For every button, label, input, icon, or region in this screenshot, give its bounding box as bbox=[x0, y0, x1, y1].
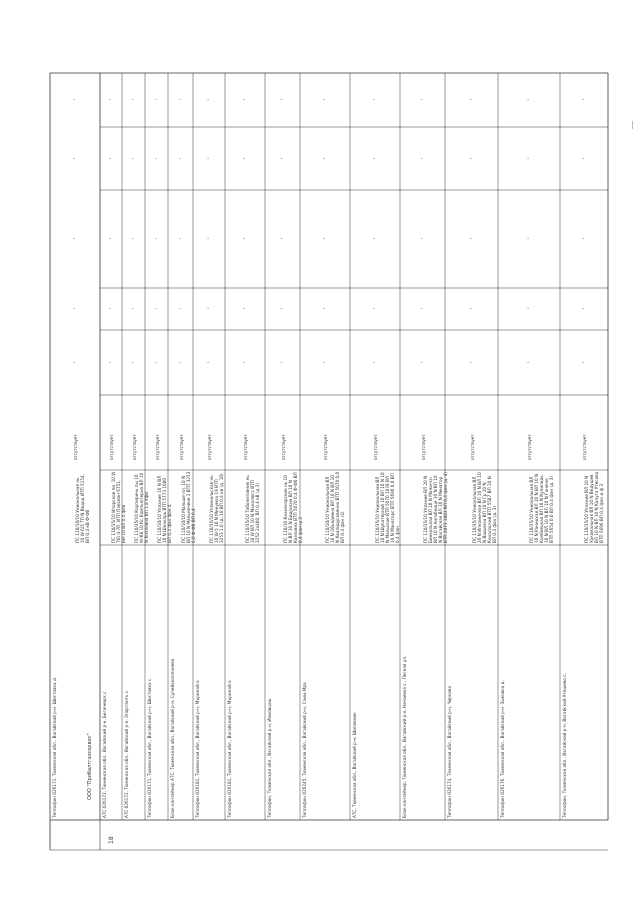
empty-cell: - bbox=[207, 154, 210, 162]
empty-cell: - bbox=[373, 154, 376, 162]
empty-cell: - bbox=[109, 154, 112, 162]
line-cell: ПС 110/10 Кнакенэрские нь 10 N ВЛ 10 N Бидросин ВЛ 10 N Квэловна ВТП 5070 0,4 Ф-Ф0 ВЛ 0,4 фон ш 2 bbox=[282, 472, 303, 543]
empty-cell: - bbox=[109, 235, 112, 242]
empty-cell: - bbox=[131, 154, 134, 162]
empty-cell: - bbox=[109, 96, 112, 103]
empty-cell: - bbox=[373, 305, 376, 312]
location-cell: АТС 026172, Тюменская обл., Вагайский р-н, Эпортанть с. bbox=[124, 689, 129, 818]
empty-cell: - bbox=[469, 154, 472, 162]
empty-cell: - bbox=[280, 235, 283, 242]
empty-cell: - bbox=[207, 358, 210, 366]
empty-cell: - bbox=[323, 235, 326, 242]
empty-cell: - bbox=[373, 358, 376, 366]
empty-cell: - bbox=[131, 358, 134, 366]
empty-cell: - bbox=[582, 305, 585, 312]
empty-cell: - bbox=[178, 235, 181, 242]
status-cell: отсутствует bbox=[373, 434, 378, 460]
empty-cell: - bbox=[323, 96, 326, 103]
status-cell: отсутствует bbox=[323, 434, 328, 460]
empty-cell: - bbox=[73, 358, 76, 366]
line-cell: ПС 110/35/10 Ипорское пе. 10 W ТЮ 4-7П, ИТП Плесион 6751, БН-10 ВЛ 0.4 фон bbox=[111, 471, 126, 543]
organization-name: ООО "Прибалтгазсервис" bbox=[87, 733, 93, 800]
empty-cell: - bbox=[131, 235, 134, 242]
location-cell: Теплофон 026181, Тюменская обл., Вагайский р-н, Мъринай о bbox=[227, 680, 232, 818]
location-cell: Теплофон 026176, Тюменская обл., Вагайский р-н, Зыковка д. bbox=[500, 680, 505, 818]
empty-cell: - bbox=[373, 96, 376, 103]
empty-cell: - bbox=[243, 305, 246, 312]
empty-cell: - bbox=[243, 358, 246, 366]
empty-cell: - bbox=[154, 96, 157, 103]
empty-cell: - bbox=[109, 305, 112, 312]
empty-cell: - bbox=[527, 305, 530, 312]
status-cell: отсутствует bbox=[420, 434, 426, 460]
empty-cell: - bbox=[154, 235, 157, 242]
empty-cell: - bbox=[527, 154, 530, 162]
line-cell: ПС 110/10/10 Уплание 10 N ВЛ 10 N Шнакарь ВТП 5773 1080 ВЛ 0,4 фон фон 4 bbox=[156, 475, 172, 543]
empty-cell: - bbox=[582, 154, 585, 162]
line-cell: ПС 110/35/10 Униональная ВЛ 10 N Раницкая ВЛ 10 N ВЛ 10 N Колбоецкая ВЛ 10 N Кулипидь 10 N ВЛ 10 N ВЛ 10 N Гонюнк ВТП 5654 0,0 ВЛ 0,4 фон (д. 3) bbox=[529, 473, 554, 543]
empty-cell: - bbox=[73, 96, 76, 103]
status-cell: отсутствует bbox=[527, 434, 532, 460]
empty-cell: - bbox=[131, 96, 134, 103]
line-cell: ПС 110/35/10 Карпиринь пы 10 W-К8 10 Кс Компьютерна ВЛ 10 N Кнэловна ВЛ 1.8 Уфи bbox=[133, 472, 149, 543]
location-cell: Теплофон 026181, Тюменская обл., Вагайский р-н, Мъринай о bbox=[195, 680, 200, 818]
empty-cell: - bbox=[207, 235, 210, 242]
line-cell: ПС 110/35/10 Тоболитовник нь 10 W ВЛ 10 N Маналюсс ВТП 3252 2х400, ВЛ 0,4 кВ (д.3) bbox=[245, 475, 260, 543]
empty-cell: - bbox=[154, 305, 157, 312]
empty-cell: - bbox=[469, 305, 472, 312]
status-cell: отсутствует bbox=[131, 434, 137, 460]
empty-cell: - bbox=[73, 235, 76, 242]
empty-cell: - bbox=[109, 358, 112, 366]
empty-cell: - bbox=[280, 305, 283, 312]
status-cell: отсутствует bbox=[178, 434, 184, 460]
status-cell: отсутствует bbox=[582, 434, 587, 460]
empty-cell: - bbox=[420, 96, 423, 103]
empty-cell: - bbox=[178, 96, 181, 103]
empty-cell: - bbox=[420, 358, 423, 366]
line-cell: ПС 110/35/10 Уплание ВЛ 20 N Бинкольная ВЛ 10 N Мажи-кн ВЛ 10 N Ангибнице 10 N ВЛ 10 N Вагайская ВЛ 10 N Менатор ВТП 2073 1083 ВЛ 0,4 фон (д. 4) bbox=[422, 472, 448, 543]
empty-cell: - bbox=[131, 305, 134, 312]
empty-cell: - bbox=[73, 154, 76, 162]
line-cell: ПС 110/10/10 Униональная нь 10 W-6/5 ТП N Ведод ИТП 5154, ВЛ 0,4 кВ Ф-Ф0 bbox=[75, 473, 90, 543]
location-cell: Теплофон 026245, Тюменская обл., Вагайский р-н, Сэмы-Мра bbox=[302, 682, 307, 818]
empty-cell: - bbox=[373, 235, 376, 242]
empty-cell: - bbox=[420, 235, 423, 242]
page-edge-mark: | bbox=[631, 120, 634, 129]
empty-cell: - bbox=[207, 96, 210, 103]
empty-cell: - bbox=[420, 305, 423, 312]
location-cell: АТС 026172, Тюменская обл., Вагайский р-н, Бегичевск с bbox=[102, 691, 107, 818]
location-cell: Блок-контейнер АТС, Тюменская обл., Вагайский р-н, Супейакоппанева bbox=[170, 658, 175, 818]
line-cell: ПС 110/35/10 Уллинальская нь 10 W-5 10 N Минумоа 19 ВТП 3253 1.0 (д. 10 ВЛ 0,4 кв (д. 10) bbox=[209, 473, 224, 543]
empty-cell: - bbox=[469, 358, 472, 366]
empty-cell: - bbox=[323, 358, 326, 366]
status-cell: отсутствует bbox=[469, 434, 475, 460]
empty-cell: - bbox=[280, 96, 283, 103]
empty-cell: - bbox=[527, 96, 530, 103]
empty-cell: - bbox=[154, 358, 157, 366]
line-cell: ПС 110/10/10 Мальше пл. 10 N ВЛ 10 N Мальнечене 2 ВТП 3253 0,0 Ф-Ф0 ВЛ 0,4 bbox=[180, 471, 196, 543]
status-cell: отсутствует bbox=[243, 434, 248, 460]
empty-cell: - bbox=[582, 235, 585, 242]
status-cell: отсутствует bbox=[109, 434, 114, 460]
empty-cell: - bbox=[73, 305, 76, 312]
location-cell: Теплофон, Тюменская обл., Вагайский р-н, Вагайский Утешево с. bbox=[562, 673, 567, 818]
line-cell: ПС 110/35/10 Уплание ВЛ 10 N Уркомальная ВЛ 10 N Ведушев ВЛ 10 N ВЛ 10 N Калуга Утесова ВТП 5696 ВЛ 0,4 фон и ф 3 bbox=[584, 471, 604, 543]
empty-cell: - bbox=[178, 358, 181, 366]
empty-cell: - bbox=[280, 154, 283, 162]
status-cell: отсутствует bbox=[280, 434, 286, 460]
empty-cell: - bbox=[207, 305, 210, 312]
empty-cell: - bbox=[420, 154, 423, 162]
empty-cell: - bbox=[582, 96, 585, 103]
status-cell: отсутствует bbox=[154, 434, 160, 460]
location-cell: Блок-контейнер, Тюменская обл., Вагайский р-н, Нечаевка с., Лесная ул. bbox=[402, 655, 407, 818]
empty-cell: - bbox=[243, 154, 246, 162]
location-cell: Теплофон 026171, Тюменская обл., Вагайский р-н, Шестовка д. bbox=[52, 676, 57, 818]
location-cell: Теплофон 026171, Тюменская обл., Вагайский р-н, Шестовка с. bbox=[147, 677, 152, 818]
line-cell: ПС 110/10/10 Униональная ВЛ 10 N Обьядиена ВЛ 10 N ВЛ 10 N Квапидусквенно ВТП 5070 0,0 ВЛ 0,4 фон (4) bbox=[325, 471, 345, 543]
empty-cell: - bbox=[243, 235, 246, 242]
empty-cell: - bbox=[243, 96, 246, 103]
status-cell: отсутствует bbox=[207, 434, 212, 460]
empty-cell: - bbox=[323, 305, 326, 312]
empty-cell: - bbox=[527, 235, 530, 242]
row-number: 18 bbox=[108, 836, 115, 844]
status-cell: отсутствует bbox=[73, 434, 78, 460]
empty-cell: - bbox=[527, 358, 530, 366]
location-cell: Теплофон 026174, Тюменская обл., Вагайский р-н, Чиркова bbox=[447, 685, 452, 818]
line-cell: ПС 110/35/10 Униональная ВЛ 20 N Ипкомичная ВЛ 10 N ВЛ 10 N Вадымаа ВЛ 10 N Гр 10 N Коналоский ВТП 5587 ВЛ 10 N ВЛ 0,4 фон (д. 3) bbox=[471, 472, 497, 543]
location-cell: АТС, Тюменская обл., Вагайский р-н, Шиповник bbox=[352, 712, 357, 818]
location-cell: Теплофон, Тюменская обл., Вагайский р-н, Иомовцаш bbox=[267, 698, 272, 818]
empty-cell: - bbox=[154, 154, 157, 162]
empty-cell: - bbox=[178, 305, 181, 312]
empty-cell: - bbox=[178, 154, 181, 162]
line-cell: ПС 110/35/10 Униональная ВЛ 10 N Шукатерной 10 ВЛ 10 N 10 N Мальское ВТП 5070 1078 ВЛ 10 N Манаторс ВТП 5696 0,0 ВЛ 0,4 фон bbox=[375, 472, 400, 543]
empty-cell: - bbox=[323, 154, 326, 162]
empty-cell: - bbox=[582, 358, 585, 366]
empty-cell: - bbox=[280, 358, 283, 366]
empty-cell: - bbox=[469, 235, 472, 242]
empty-cell: - bbox=[469, 96, 472, 103]
